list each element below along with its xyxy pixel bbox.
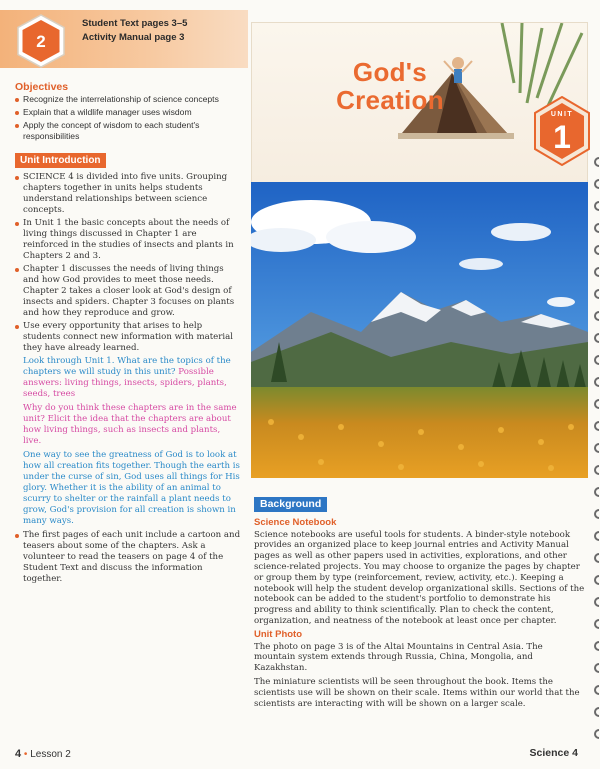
discussion-question-2: Why do you think these chapters are in the same unit? Elicit the idea that the chapters are about how living things, such as insects and plants, live. xyxy=(23,403,237,446)
science-notebook-heading: Science Notebook xyxy=(254,516,337,528)
unit-label: UNIT xyxy=(550,111,574,118)
lesson-number-badge-icon xyxy=(16,14,66,68)
unit-title xyxy=(310,58,470,114)
student-text-ref: Student Text pages 3–5 xyxy=(82,18,188,29)
unit-photo-heading: Unit Photo xyxy=(254,628,303,640)
intro-bullet: Chapter 1 discusses the needs of living things and how God provides to meet those needs. Chapter 2 takes a closer look at God's design of insects and spiders. Chapter 3 focuses on plants and how they reproduce and grow. xyxy=(15,264,241,319)
unit-title-line2: Creation xyxy=(336,85,444,115)
discussion-question-1 xyxy=(15,356,241,400)
page-number: 4 xyxy=(15,748,22,760)
objectives-section xyxy=(15,82,241,142)
unit-number: 1 xyxy=(553,119,571,155)
footer-lesson: Lesson 2 xyxy=(30,749,71,760)
intro-bullet: Use every opportunity that arises to help students connect new information with material they have already learned. xyxy=(15,321,241,354)
unit-introduction-heading: Unit Introduction xyxy=(15,153,106,168)
intro-bullet: The first pages of each unit include a cartoon and teasers about some of the chapters. Ask a volunteer to read the teasers on page 4 of the Student Text and discuss the information together. xyxy=(15,530,241,585)
intro-bullet: In Unit 1 the basic concepts about the needs of living things discussed in Chapter 1 are reinforced in the studies of insects and plants in Chapters 2 and 3. xyxy=(15,218,241,262)
lesson-number: 2 xyxy=(36,32,46,51)
altai-mountains-photo xyxy=(251,182,588,478)
spiral-binding-icon xyxy=(590,0,600,769)
objective-item: Recognize the interrelationship of science concepts xyxy=(15,94,241,105)
mountain-landscape-icon xyxy=(251,182,588,478)
unit-number-badge-icon xyxy=(533,96,591,166)
lesson-references xyxy=(82,17,252,45)
question-text: Look through Unit 1. What are the topics of the chapters we will study in this unit? xyxy=(23,356,231,377)
objective-item: Apply the concept of wisdom to each student's responsibilities xyxy=(15,120,241,142)
footer-separator: • xyxy=(23,749,28,760)
intro-bullet: SCIENCE 4 is divided into five units. Grouping chapters together in units helps students understand relationships between science concepts. xyxy=(15,172,241,216)
footer-page-info xyxy=(15,748,71,760)
activity-manual-ref: Activity Manual page 3 xyxy=(82,32,185,43)
answer-text: Possible answers: living things, insects, spiders, plants, seeds, trees xyxy=(23,367,227,399)
background-section xyxy=(254,497,586,712)
background-heading: Background xyxy=(254,497,327,512)
miniature-scientists-text: The miniature scientists will be seen throughout the book. Items the scientists use will be shown on their scale. Items within our world that the scientists are interacting with will be shown on a larger scale. xyxy=(254,676,580,709)
unit-title-line1: God's xyxy=(352,57,428,87)
unit-photo-text: The photo on page 3 is of the Altai Mountains in Central Asia. The mountain system extends through Russia, China, Mongolia, and Kazakhstan. xyxy=(254,641,543,674)
objective-item: Explain that a wildlife manager uses wisdom xyxy=(15,107,241,118)
left-column xyxy=(15,82,241,587)
science-notebook-text: Science notebooks are useful tools for students. A binder-style notebook provides an organized place to keep journal entries and Activity Manual pages as well as other papers used in activities, explorations, and other science-related projects. You may choose to organize the pages by chapter or group them by type (reinforcement, review, activity, etc.). Keeping a notebook will help the student develop organizational skills. Sections of the notebook can be added to the student's portfolio to demonstrate his progress and ability to think scientifically. Plan to check the content, organization, and neatness of the notebook at least once per chapter. xyxy=(254,529,585,626)
objectives-heading: Objectives xyxy=(15,81,69,93)
discussion-statement: One way to see the greatness of God is to look at how all creation fits together. Though the earth is under the curse of sin, God uses all things for His glory. Whether it is the ability of an animal to scurry to shelter or the rainfall a plant needs to grow, God's provision for all creation is shown in many ways. xyxy=(23,450,240,526)
footer-book-title: Science 4 xyxy=(529,747,578,759)
